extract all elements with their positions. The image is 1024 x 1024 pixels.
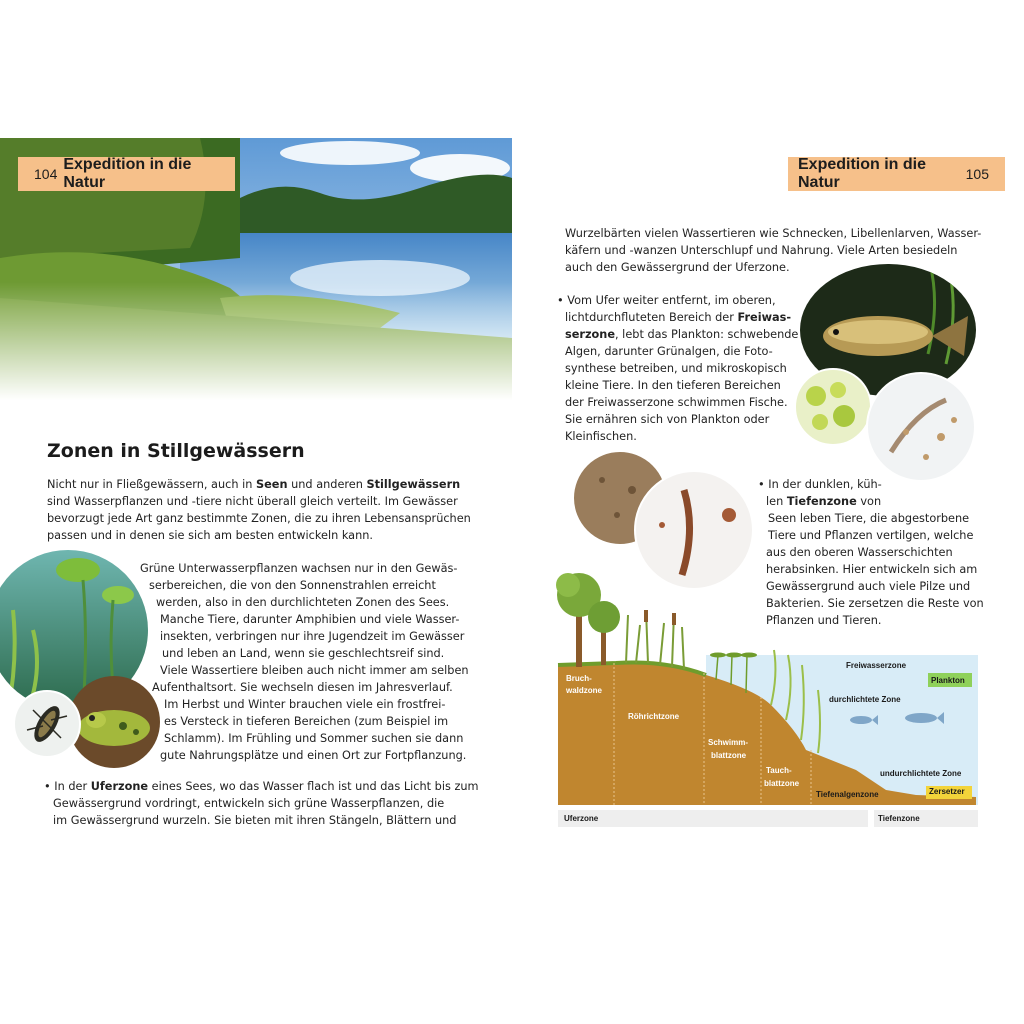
bullet-tiefenzone-line-5: aus den oberen Wasserschichten <box>766 546 953 559</box>
tree-icon <box>556 573 620 667</box>
label-bruchwaldzone-1: Bruch- <box>566 674 592 683</box>
top-line-1: Wurzelbärten vielen Wassertieren wie Schnecken, Libellenlarven, Wasser- <box>565 227 982 240</box>
bullet-freiwasser-line-7: der Freiwasserzone schwimmen Fische. <box>565 396 788 409</box>
bullet-freiwasser-line-6: kleine Tiere. In den tieferen Bereichen <box>565 379 781 392</box>
label-tiefenalgenzone: Tiefenalgenzone <box>816 790 879 799</box>
body-line-6: und leben an Land, wenn sie geschlechtsreif sind. <box>162 647 445 660</box>
body-line-9: Im Herbst und Winter brauchen viele ein frostfrei- <box>164 698 446 711</box>
water-beetle-image <box>13 690 81 758</box>
label-durchlichtete-zone: durchlichtete Zone <box>829 695 901 704</box>
bullet-tiefenzone-line-6: herabsinken. Hier entwickeln sich am <box>766 563 978 576</box>
bullet-freiwasser-line-3: serzone, lebt das Plankton: schwebende <box>565 328 799 341</box>
bullet-dot: • <box>557 294 568 307</box>
label-zersetzer: Zersetzer <box>929 787 965 796</box>
bullet-uferzone-line-3: im Gewässergrund wurzeln. Sie bieten mit ihren Stängeln, Blättern und <box>53 814 457 827</box>
lake-zones-diagram <box>556 555 980 830</box>
bullet-tiefenzone-line-8: Bakterien. Sie zersetzen die Reste von <box>766 597 984 610</box>
header-title: Expedition in die Natur <box>798 156 927 191</box>
label-tauchblatt-1: Tauch- <box>766 766 792 775</box>
body-line-8: Aufenthaltsort. Sie wechseln diesen im Jahresverlauf. <box>152 681 453 694</box>
body-line-3: werden, also in den durchlichteten Zonen des Sees. <box>156 596 450 609</box>
body-line-12: gute Nahrungsplätze und einen Ort zur Fortpflanzung. <box>160 749 467 762</box>
label-tiefenzone: Tiefenzone <box>878 814 920 823</box>
bullet-freiwasser-line-5: synthese betreiben, und mikroskopisch <box>565 362 787 375</box>
body-line-10: es Versteck in tieferen Bereichen (zum Beispiel im <box>164 715 449 728</box>
label-plankton: Plankton <box>931 676 965 685</box>
body-line-4: Manche Tiere, darunter Amphibien und viele Wasser- <box>160 613 460 626</box>
label-uferzone: Uferzone <box>564 814 599 823</box>
intro-line-3: bevorzugt jede Art ganz bestimmte Zonen, die zu ihren Lebensansprüchen <box>47 512 471 525</box>
bullet-tiefenzone-line-9: Pflanzen und Tieren. <box>766 614 882 627</box>
top-line-2: käfern und -wanzen Unterschlupf und Nahrung. Viele Arten besiedeln <box>565 244 958 257</box>
right-header-tab <box>788 157 1005 191</box>
bullet-tiefenzone-line-3: Seen leben Tiere, die abgestorbene <box>768 512 970 525</box>
bullet-tiefenzone-line-2: len Tiefenzone von <box>766 495 882 508</box>
body-line-5: insekten, verbringen nur ihre Jugendzeit im Gewässer <box>160 630 465 643</box>
label-bruchwaldzone-2: waldzone <box>566 686 603 695</box>
label-roehrichtzone: Röhrichtzone <box>628 712 680 721</box>
top-line-3: auch den Gewässergrund der Uferzone. <box>565 261 790 274</box>
intro-line-2: sind Wasserpflanzen und -tiere nicht überall gleich verteilt. Im Gewässer <box>47 495 458 508</box>
label-freiwasserzone: Freiwasserzone <box>846 661 907 670</box>
label-schwimmblatt-1: Schwimm- <box>708 738 749 747</box>
label-schwimmblatt-2: blattzone <box>711 751 747 760</box>
left-header-tab <box>18 157 235 191</box>
bullet-freiwasser-line-9: Kleinfischen. <box>565 430 637 443</box>
label-undurchlichtete-zone: undurchlichtete Zone <box>880 769 962 778</box>
bullet-freiwasser-line-8: Sie ernähren sich von Plankton oder <box>565 413 770 426</box>
page-number: 104 <box>34 166 58 182</box>
intro-line-4: passen und in denen sie sich am besten entwickeln kann. <box>47 529 374 542</box>
body-line-1: Grüne Unterwasserpflanzen wachsen nur in den Gewäs- <box>140 562 458 575</box>
body-line-7: Viele Wassertiere bleiben auch nicht immer am selben <box>160 664 469 677</box>
body-line-2: serbereichen, die von den Sonnenstrahlen erreicht <box>149 579 436 592</box>
frog-image <box>68 676 160 768</box>
bullet-dot: • <box>44 780 55 793</box>
bullet-dot: • <box>758 478 769 491</box>
section-heading: Zonen in Stillgewässern <box>47 440 305 462</box>
bullet-tiefenzone-line-7: Gewässergrund auch viele Pilze und <box>766 580 971 593</box>
body-line-11: Schlamm). Im Frühling und Sommer suchen sie dann <box>164 732 464 745</box>
label-tauchblatt-2: blattzone <box>764 779 800 788</box>
bullet-uferzone-line-2: Gewässergrund vordringt, entwickeln sich grüne Wasserpflanzen, die <box>53 797 445 810</box>
bullet-tiefenzone-line-1: • In der dunklen, küh- <box>758 478 882 491</box>
bullet-uferzone-line-1: • In der Uferzone eines Sees, wo das Wasser flach ist und das Licht bis zum <box>44 780 479 793</box>
intro-line-1: Nicht nur in Fließgewässern, auch in Seen und anderen Stillgewässern <box>47 478 461 491</box>
bullet-freiwasser-line-2: lichtdurchfluteten Bereich der Freiwas- <box>565 311 792 324</box>
green-algae-image <box>794 368 872 446</box>
bullet-tiefenzone-line-4: Tiere und Pflanzen vertilgen, welche <box>768 529 974 542</box>
page-number: 105 <box>965 166 989 182</box>
bullet-freiwasser-line-4: Algen, darunter Grünalgen, die Foto- <box>565 345 773 358</box>
header-title: Expedition in die Natur <box>63 156 192 191</box>
bullet-freiwasser-line-1: • Vom Ufer weiter entfernt, im oberen, <box>557 294 776 307</box>
zooplankton-image <box>866 372 976 482</box>
